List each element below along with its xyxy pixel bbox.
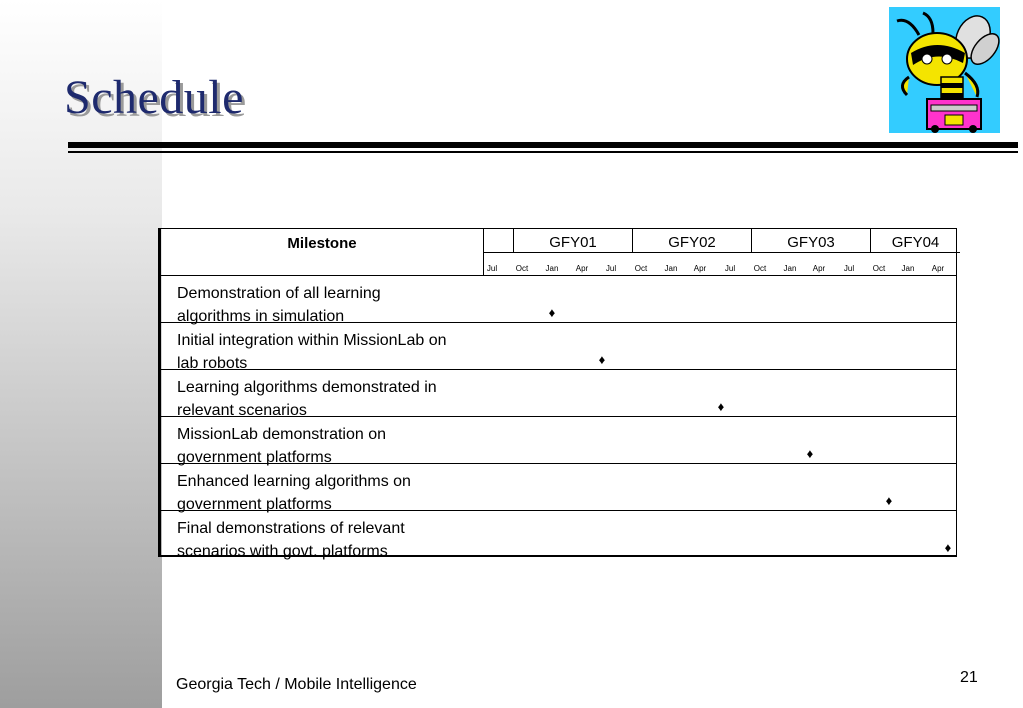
milestone-diamond-icon: ♦ xyxy=(717,399,725,414)
milestone-diamond-icon: ♦ xyxy=(885,493,893,508)
month-label: Apr xyxy=(931,264,945,273)
milestone-row xyxy=(161,369,957,419)
milestone-line2: relevant scenarios xyxy=(177,402,307,419)
month-label: Apr xyxy=(693,264,707,273)
milestone-line2: scenarios with govt. platforms xyxy=(177,543,388,560)
milestone-diamond-icon: ♦ xyxy=(944,540,952,555)
month-label: Oct xyxy=(515,264,529,273)
month-header xyxy=(484,253,960,275)
footer-text: Georgia Tech / Mobile Intelligence xyxy=(176,676,417,693)
title-rule-thin xyxy=(68,151,1018,153)
month-label: Jan xyxy=(901,264,915,273)
month-label: Jul xyxy=(843,264,855,273)
milestone-diamond-icon: ♦ xyxy=(806,446,814,461)
year-cell-gfy02: GFY02 xyxy=(633,229,752,252)
fiscal-year-header xyxy=(484,229,960,253)
month-label: Oct xyxy=(753,264,767,273)
month-label: Apr xyxy=(812,264,826,273)
page-number: 21 xyxy=(960,669,978,686)
slide-title: Schedule xyxy=(64,71,244,124)
schedule-table xyxy=(158,228,957,560)
month-label: Jul xyxy=(486,264,498,273)
month-label: Jan xyxy=(664,264,678,273)
month-label: Jul xyxy=(605,264,617,273)
year-cell-gfy03: GFY03 xyxy=(752,229,871,252)
milestone-row xyxy=(161,322,957,372)
milestone-line1: Initial integration within MissionLab on xyxy=(177,332,447,349)
milestone-text xyxy=(177,517,487,563)
milestone-row xyxy=(161,463,957,513)
milestone-line1: MissionLab demonstration on xyxy=(177,426,387,443)
title-rule-thick xyxy=(68,142,1018,148)
year-cell-gfy01: GFY01 xyxy=(514,229,633,252)
milestone-line2: government platforms xyxy=(177,496,332,513)
month-label: Jul xyxy=(724,264,736,273)
milestone-line2: algorithms in simulation xyxy=(177,308,345,325)
month-label: Apr xyxy=(575,264,589,273)
month-label: Jan xyxy=(783,264,797,273)
yellow-jacket-mascot-icon xyxy=(889,7,1000,133)
milestone-line1: Final demonstrations of relevant xyxy=(177,520,405,537)
year-cell-gfy04: GFY04 xyxy=(891,234,940,251)
milestone-line2: government platforms xyxy=(177,449,332,466)
milestone-line1: Learning algorithms demonstrated in xyxy=(177,379,437,396)
month-label: Oct xyxy=(872,264,886,273)
milestone-row xyxy=(161,275,957,325)
milestone-row xyxy=(161,510,957,560)
milestone-row xyxy=(161,416,957,466)
milestone-diamond-icon: ♦ xyxy=(598,352,606,367)
month-label: Oct xyxy=(634,264,648,273)
milestone-header: Milestone xyxy=(161,229,484,275)
milestone-line1: Demonstration of all learning xyxy=(177,285,381,302)
year-cell-blank xyxy=(484,229,514,252)
month-label: Jan xyxy=(545,264,559,273)
milestone-line2: lab robots xyxy=(177,355,248,372)
milestone-diamond-icon: ♦ xyxy=(548,305,556,320)
milestone-line1: Enhanced learning algorithms on xyxy=(177,473,411,490)
